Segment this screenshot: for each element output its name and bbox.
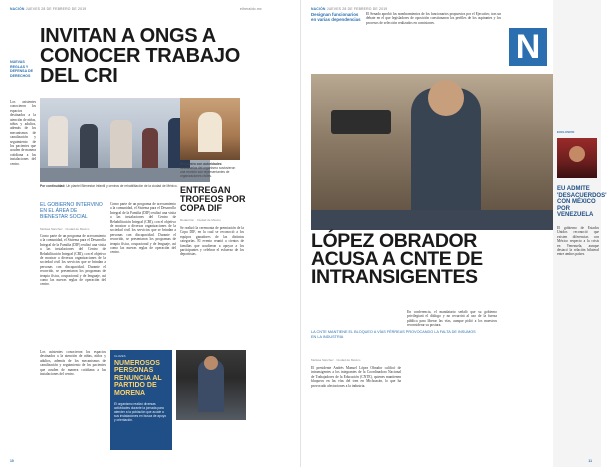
big-headline: LÓPEZ OBRADOR ACUSA A CNTE DE INTRANSIGENTES [311,230,483,288]
sub-body: Se realizó la ceremonia de premiación de la Copa DIF, en la cual se reconoció a los equipos ganadores de las distintas categorías. El evento reunió a cientos de familias que acudieron a apoyar a los participantes y celebrar el esfuerzo de los deportistas. [180,226,244,257]
sub-byline: Redacción · Ciudad de México [180,218,221,222]
right-sidebar [553,0,607,467]
page-header: NACIÓN JUEVES 28 DE FEBRERO DE 2019 [311,7,388,11]
top-body: El Senado aprobó los nombramientos de los funcionarios propuestos por el Ejecutivo, tras un debate en el que legisladores de oposición cuestionaron los perfiles de los aspirantes y los procesos de selección realizados en comisiones. [366,12,501,25]
body-col-1: Como parte de un programa de acercamiento a la comunidad, el Sistema para el Desarrollo Integral de la Familia (DIF) realizó una visita a las instalaciones del Centro de Rehabilitación Integral (CRI), con el objetivo de mostrar a diversas organizaciones de la sociedad civil los servicios que se brindan a personas con discapacidad. Durante el recorrido, se presentaron los programas de terapia física, ocupacional y de lenguaje, así como las nuevas reglas de operación del centro. [40,234,106,287]
blue-kicker: LA CNTE MANTIENE EL BLOQUEO A VÍAS FÉRREAS PROVOCANDO LA FALTA DE INSUMOS EN LA INDUSTRIA [311,330,476,339]
sidebar-body: El gobierno de Estados Unidos reconoció que existen diferencias con México respecto a la crisis en Venezuela, aunque destacó la relación bilateral entre ambos países. [557,226,599,257]
section-logo: N [509,28,547,66]
main-photo [311,74,553,230]
site-url: elheraldo.mx [240,7,262,11]
page-header: NACIÓN JUEVES 28 DE FEBRERO DE 2019 [10,7,87,11]
byline: Melissa Sánchez · Ciudad de México [311,358,361,362]
box-body: El organismo realizó diversas actividades durante la jornada para atender a la población que acude a sus instalaciones en busca de apoyo y orientación. [114,402,167,422]
page-number: 10 [10,459,14,463]
bottom-photo [176,350,246,420]
body-col-3: Los asistentes conocieron los espacios destinados a la atención de niñas, niños y adultos, además de los mecanismos de canalización y seguimiento de los pacientes que acuden de manera cotidiana a las instalaciones del centro. [40,350,106,377]
headline: INVITAN A ONGS A CONOCER TRABAJO DEL CRI [40,25,240,87]
side-photo-caption: Encuentro con autoridades: funcionarios del organismo sostuvieron una reunión con representantes de organizaciones civiles. [180,162,236,178]
pull-quote: EL GOBIERNO INTERVINO EN EL ÁREA DE BIENESTAR SOCIAL [40,202,103,220]
body-col-1: El presidente Andrés Manuel López Obrador calificó de intransigentes a los integrantes de la Coordinadora Nacional de Trabajadores de la Educación (CNTE), quienes mantienen bloqueos en las vías del tren en Michoacán, lo que ha provocado afectaciones a la industria. [311,366,401,388]
left-column-text: Los asistentes conocieron los espacios destinados a la atención de niñas, niños y adultos, además de los mecanismos de canalización y seguimiento de los pacientes que acuden de manera cotidiana a las instalaciones del centro. [10,100,36,166]
right-page [300,0,607,467]
sidebar-photo [557,138,597,178]
info-box [110,350,172,450]
sidebar-headline: EU ADMITE 'DESACUERDOS' CON MÉXICO POR VENEZUELA [557,186,607,219]
top-kicker: Designan funcionarios en varias dependencias [311,12,361,23]
side-photo [180,98,240,160]
byline: Melissa Sánchez · Ciudad de México [40,227,90,231]
page-number: 11 [588,459,592,463]
body-col-2: En conferencia, el mandatario señaló que su gobierno privilegiará el diálogo y no recurrirá al uso de la fuerza pública para liberar las vías, aunque pidió a los maestros reconsiderar su postura. [407,310,497,328]
body-col-2: Como parte de un programa de acercamiento a la comunidad, el Sistema para el Desarrollo Integral de la Familia (DIF) realizó una visita a las instalaciones del Centro de Rehabilitación Integral (CRI), con el objetivo de mostrar a diversas organizaciones de la sociedad civil los servicios que se brindan a personas con discapacidad. Durante el recorrido, se presentaron los programas de terapia física, ocupacional y de lenguaje, así como las nuevas reglas de operación del centro. [110,202,176,255]
sub-headline: ENTREGAN TROFEOS POR COPA DIF [180,185,246,213]
photo-caption: Por continuidad: Un plantel Bienestar Infantil y centros de rehabilitación de la ciudad de México. [40,184,178,188]
sidebar-kicker: EXCLUSIVO [557,130,575,134]
kicker: NUEVAS REGLAS Y DEFENSA DE DERECHOS [10,60,34,78]
box-headline: NUMEROSOS PERSONAS RENUNCIA AL PARTIDO DE MORENA [114,360,162,397]
left-page [0,0,300,467]
box-kicker: CLAVES [114,354,126,358]
